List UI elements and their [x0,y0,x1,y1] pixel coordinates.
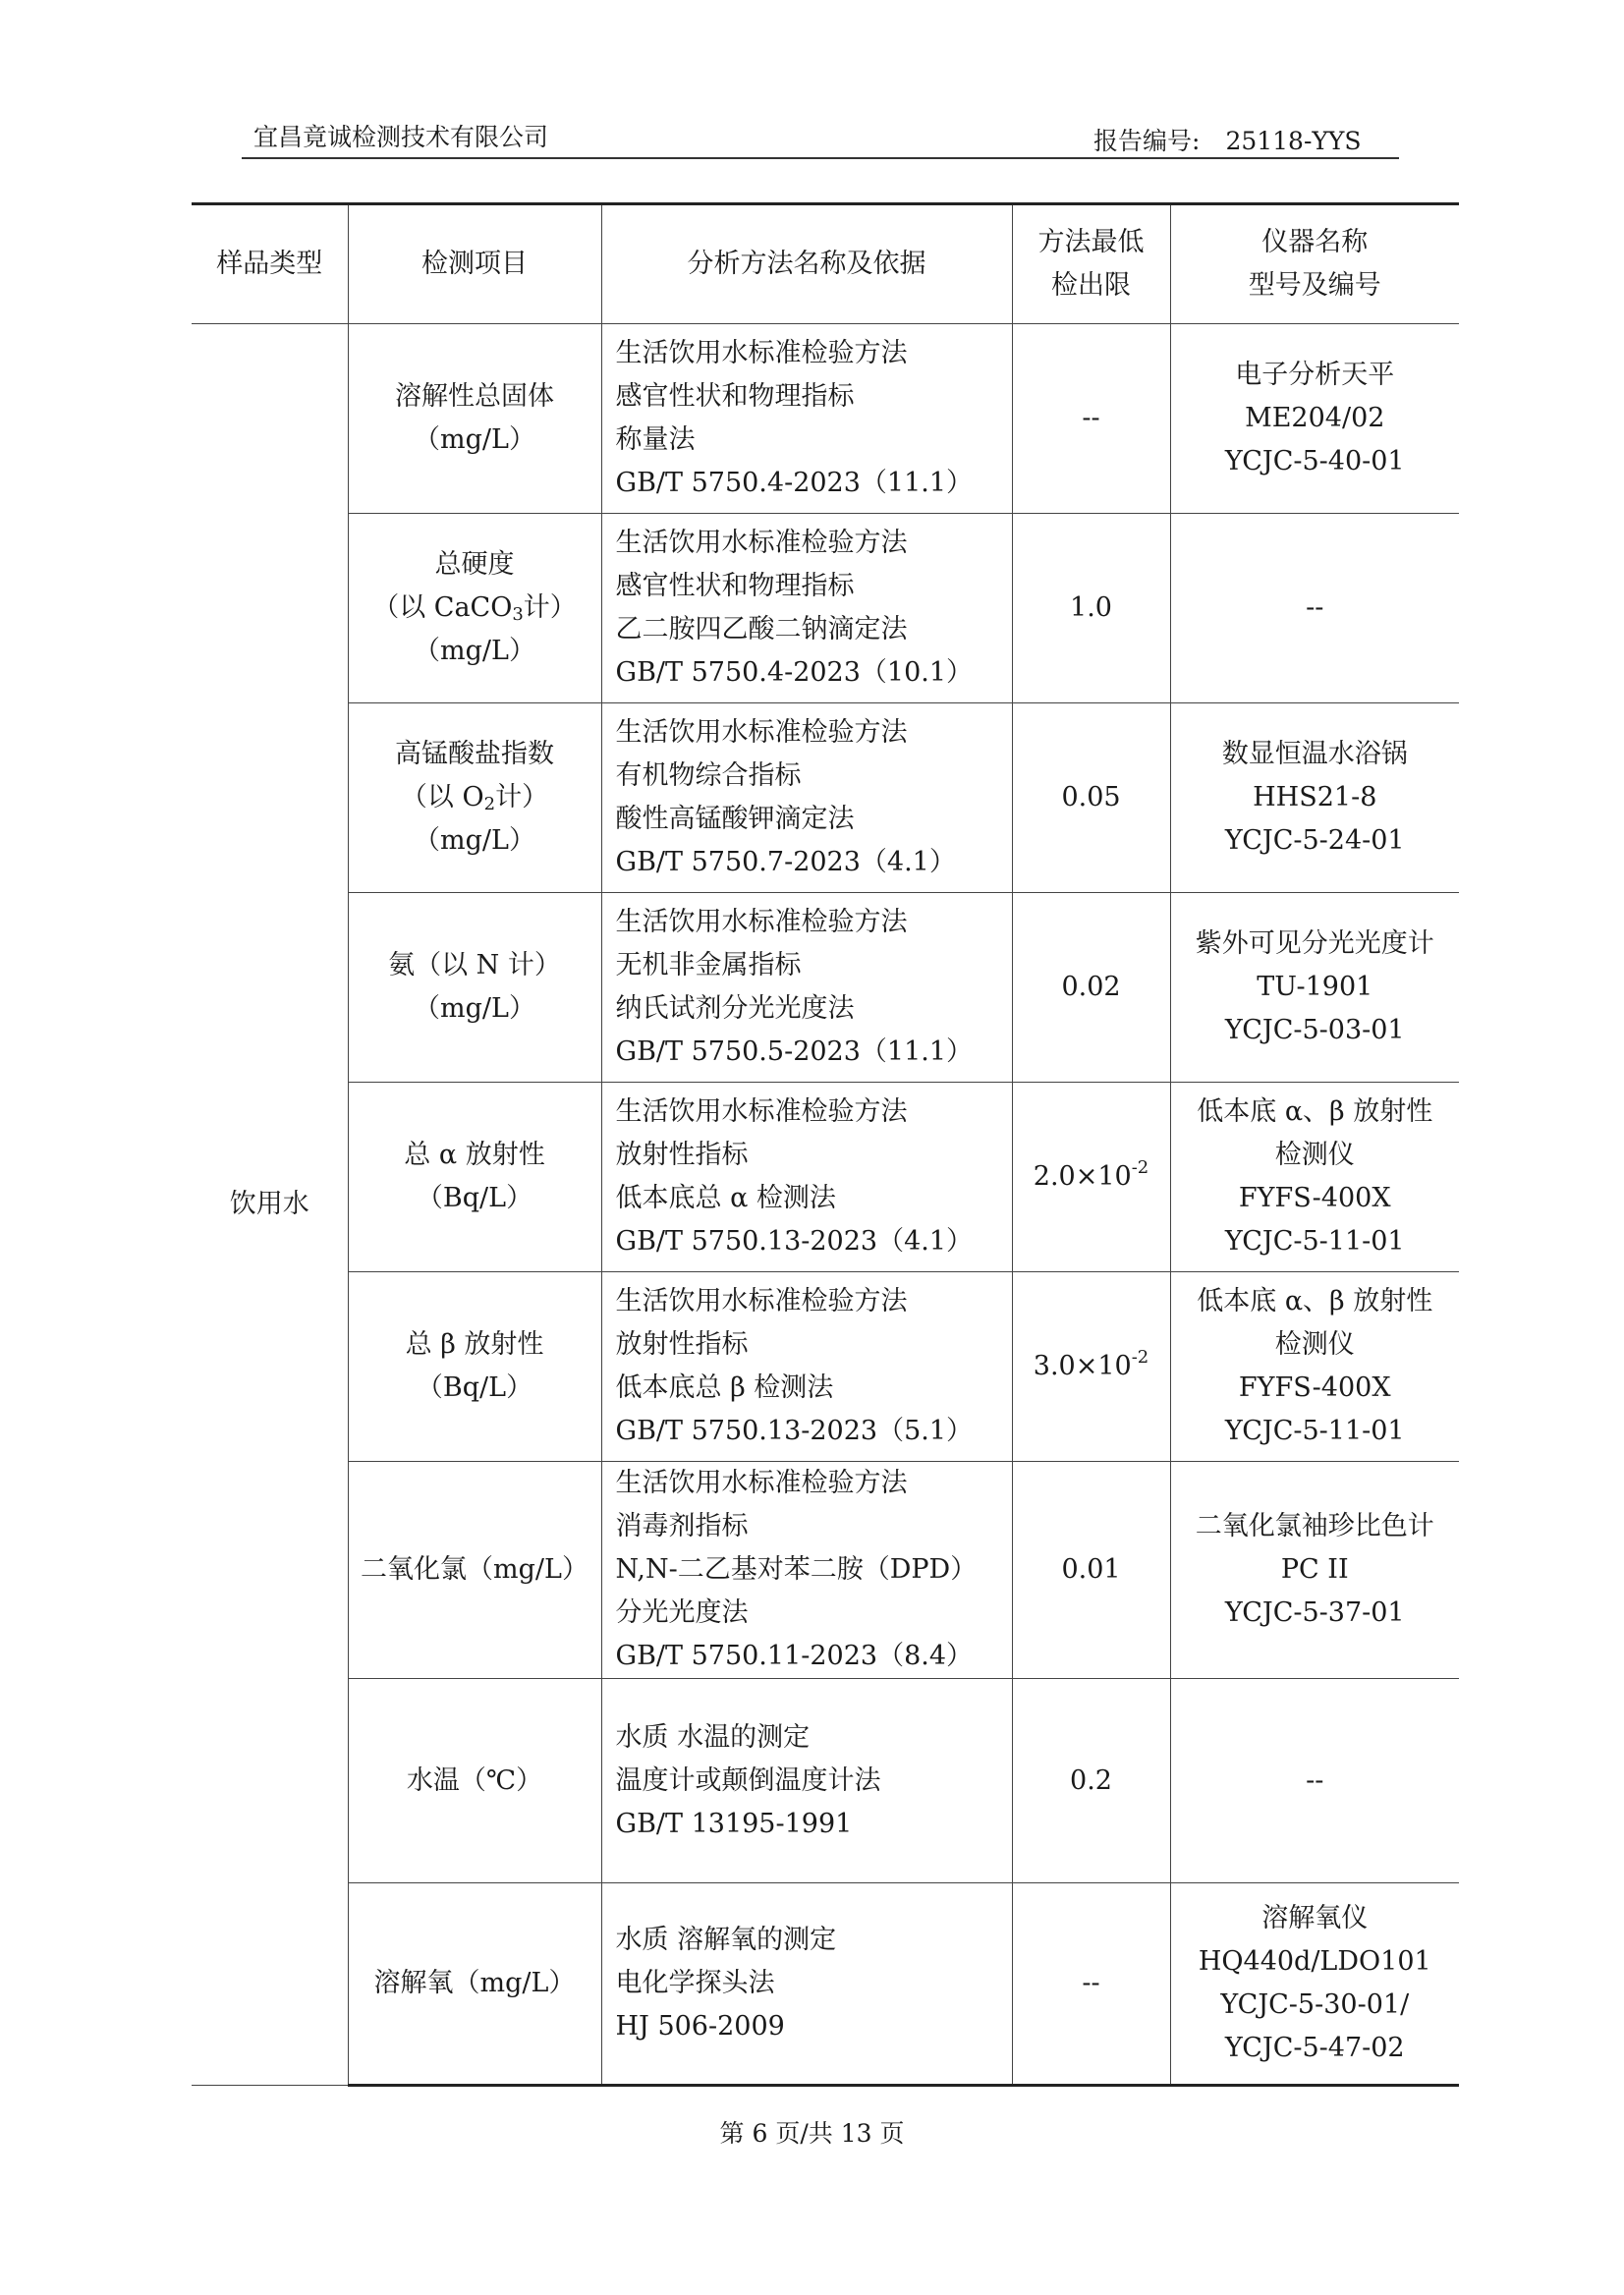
limit-cell: 0.02 [1012,893,1170,1083]
table-row [192,324,1459,514]
table-row [192,893,1459,1083]
limit-cell: $3.0\times 10^{-2}$ [1012,1272,1170,1462]
method-cell: 生活饮用水标准检验方法 感官性状和物理指标 称量法 GB/T 5750.4-2023（11.1） [601,324,1012,514]
instrument-cell: -- [1170,1679,1459,1883]
limit-cell: $2.0\times 10^{-2}$ [1012,1083,1170,1272]
limit-cell: 0.2 [1012,1679,1170,1883]
limit-cell: 0.05 [1012,703,1170,893]
table-row [192,1083,1459,1272]
table-row [192,1883,1459,2086]
item-cell: 总硬度 （以 CaCO$_3$计） （mg/L） [348,514,601,703]
col-item: 检测项目 [348,204,601,324]
method-cell: 生活饮用水标准检验方法 无机非金属指标 纳氏试剂分光光度法 GB/T 5750.5-2023（11.1） [601,893,1012,1083]
report-number [1093,122,1362,157]
col-method: 分析方法名称及依据 [601,204,1012,324]
table-row [192,514,1459,703]
header-divider [242,157,1399,159]
item-cell: 二氧化氯（mg/L） [348,1462,601,1679]
sample-type-cell: 饮用水 [192,324,348,2086]
method-cell: 生活饮用水标准检验方法 放射性指标 低本底总 β 检测法 GB/T 5750.13-2023（5.1） [601,1272,1012,1462]
table-row [192,1462,1459,1679]
item-cell: 水温（℃） [348,1679,601,1883]
table-row [192,703,1459,893]
table-header-row [192,204,1459,324]
instrument-cell: 紫外可见分光光度计 TU-1901 YCJC-5-03-01 [1170,893,1459,1083]
method-cell: 水质 水温的测定 温度计或颠倒温度计法 GB/T 13195-1991 [601,1679,1012,1883]
instrument-cell: 低本底 α、β 放射性 检测仪 FYFS-400X YCJC-5-11-01 [1170,1272,1459,1462]
limit-cell: 0.01 [1012,1462,1170,1679]
item-cell: 溶解氧（mg/L） [348,1883,601,2086]
report-number-label: 报告编号: [1093,127,1201,155]
instrument-cell: 溶解氧仪 HQ440d/LDO101 YCJC-5-30-01/ YCJC-5-47-02 [1170,1883,1459,2086]
report-number-value: 25118-YYS [1225,127,1362,155]
item-cell: 高锰酸盐指数 （以 $O_2$计） （mg/L） [348,703,601,893]
method-cell: 水质 溶解氧的测定 电化学探头法 HJ 506-2009 [601,1883,1012,2086]
instrument-cell: 电子分析天平 ME204/02 YCJC-5-40-01 [1170,324,1459,514]
item-cell: 总 α 放射性 （Bq/L） [348,1083,601,1272]
limit-cell: 1.0 [1012,514,1170,703]
instrument-cell: -- [1170,514,1459,703]
company-name: 宜昌竟诚检测技术有限公司 [253,123,549,151]
instrument-cell: 低本底 α、β 放射性 检测仪 FYFS-400X YCJC-5-11-01 [1170,1083,1459,1272]
method-cell: 生活饮用水标准检验方法 有机物综合指标 酸性高锰酸钾滴定法 GB/T 5750.7-2023（4.1） [601,703,1012,893]
item-cell: 总 β 放射性 （Bq/L） [348,1272,601,1462]
limit-cell: -- [1012,1883,1170,2086]
col-instrument: 仪器名称 型号及编号 [1170,204,1459,324]
instrument-cell: 二氧化氯袖珍比色计 PC II YCJC-5-37-01 [1170,1462,1459,1679]
table-row [192,1272,1459,1462]
item-cell: 溶解性总固体 （mg/L） [348,324,601,514]
col-limit: 方法最低 检出限 [1012,204,1170,324]
detection-methods-table [192,202,1459,2087]
table-row [192,1679,1459,1883]
method-cell: 生活饮用水标准检验方法 消毒剂指标 N,N-二乙基对苯二胺（DPD） 分光光度法 GB/T 5750.11-2023（8.4） [601,1462,1012,1679]
method-cell: 生活饮用水标准检验方法 感官性状和物理指标 乙二胺四乙酸二钠滴定法 GB/T 5750.4-2023（10.1） [601,514,1012,703]
page-number: 第 6 页/共 13 页 [719,2119,905,2148]
item-cell: 氨（以 N 计） （mg/L） [348,893,601,1083]
method-cell: 生活饮用水标准检验方法 放射性指标 低本底总 α 检测法 GB/T 5750.13-2023（4.1） [601,1083,1012,1272]
limit-cell: -- [1012,324,1170,514]
instrument-cell: 数显恒温水浴锅 HHS21-8 YCJC-5-24-01 [1170,703,1459,893]
col-sample-type: 样品类型 [192,204,348,324]
